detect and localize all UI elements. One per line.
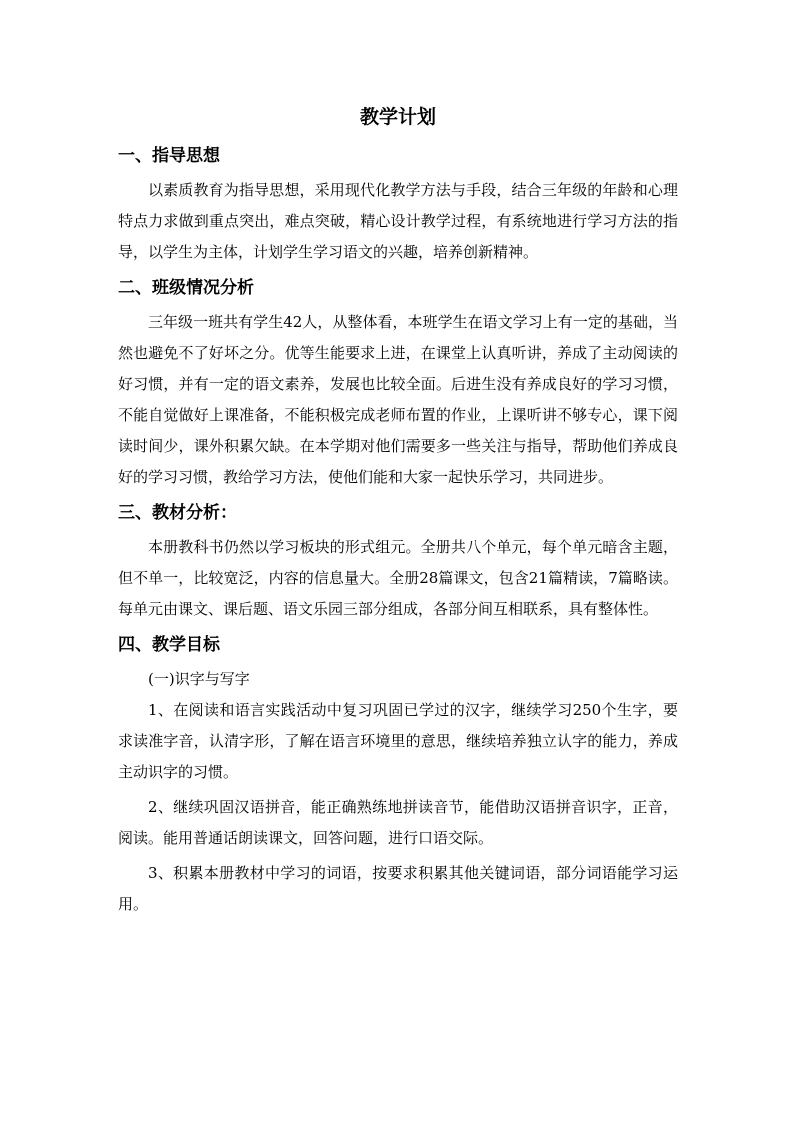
section-heading: 二、班级情况分析 bbox=[118, 278, 254, 298]
section-heading: 三、教材分析： bbox=[118, 503, 237, 523]
paragraph: 1、在阅读和语言实践活动中复习巩固已学过的汉字，继续学习250个生字，要求读准字音，认清字形，了解在语言环境里的意思，继续培养独立认字的能力，养成主动识字的习惯。 bbox=[118, 701, 678, 781]
subsection-heading: (一)识字与写字 bbox=[148, 670, 250, 688]
paragraph: 3、积累本册教材中学习的词语，按要求积累其他关键词语，部分词语能学习运用。 bbox=[118, 864, 678, 913]
paragraph: 本册教科书仍然以学习板块的形式组元。全册共八个单元，每个单元暗含主题，但不单一，比较宽泛，内容的信息量大。全册28篇课文，包含21篇精读，7篇略读。 每单元由课文、课后题、语文乐园三部分组成，各部分间互相联系，具有整体性。 bbox=[118, 538, 678, 618]
section-class-analysis bbox=[118, 272, 678, 493]
section-teaching-goals bbox=[118, 629, 678, 920]
paragraph: 2、继续巩固汉语拼音，能正确熟练地拼读音节，能借助汉语拼音识字，正音，阅读。能用普通话朗读课文，回答问题，进行口语交际。 bbox=[118, 798, 678, 847]
section-heading: 四、教学目标 bbox=[118, 635, 220, 655]
section-guiding-ideology bbox=[118, 140, 678, 268]
paragraph: 以素质教育为指导思想，采用现代化教学方法与手段，结合三年级的年龄和心理特点力求做到重点突出，难点突破，精心设计教学过程，有系统地进行学习方法的指导，以学生为主体，计划学生学习语文的兴趣，培养创新精神。 bbox=[118, 181, 678, 261]
section-heading: 一、指导思想 bbox=[118, 146, 220, 166]
document-body bbox=[118, 100, 678, 924]
section-textbook-analysis bbox=[118, 497, 678, 625]
paragraph: 三年级一班共有学生42人，从整体看，本班学生在语文学习上有一定的基础，当然也避免不了好坏之分。优等生能要求上进，在课堂上认真听讲，养成了主动阅读的好习惯，并有一定的语文素养，发展也比较全面。后进生没有养成良好的学习习惯，不能自觉做好上课准备，不能积极完成老师布置的作业，上课听讲不够专心，课下阅读时间少，课外积累欠缺。在本学期对他们需要多一些关注与指导，帮助他们养成良好的学习习惯，教给学习方法，使他们能和大家一起快乐学习，共同进步。 bbox=[118, 313, 678, 486]
document-title: 教学计划 bbox=[359, 106, 436, 128]
